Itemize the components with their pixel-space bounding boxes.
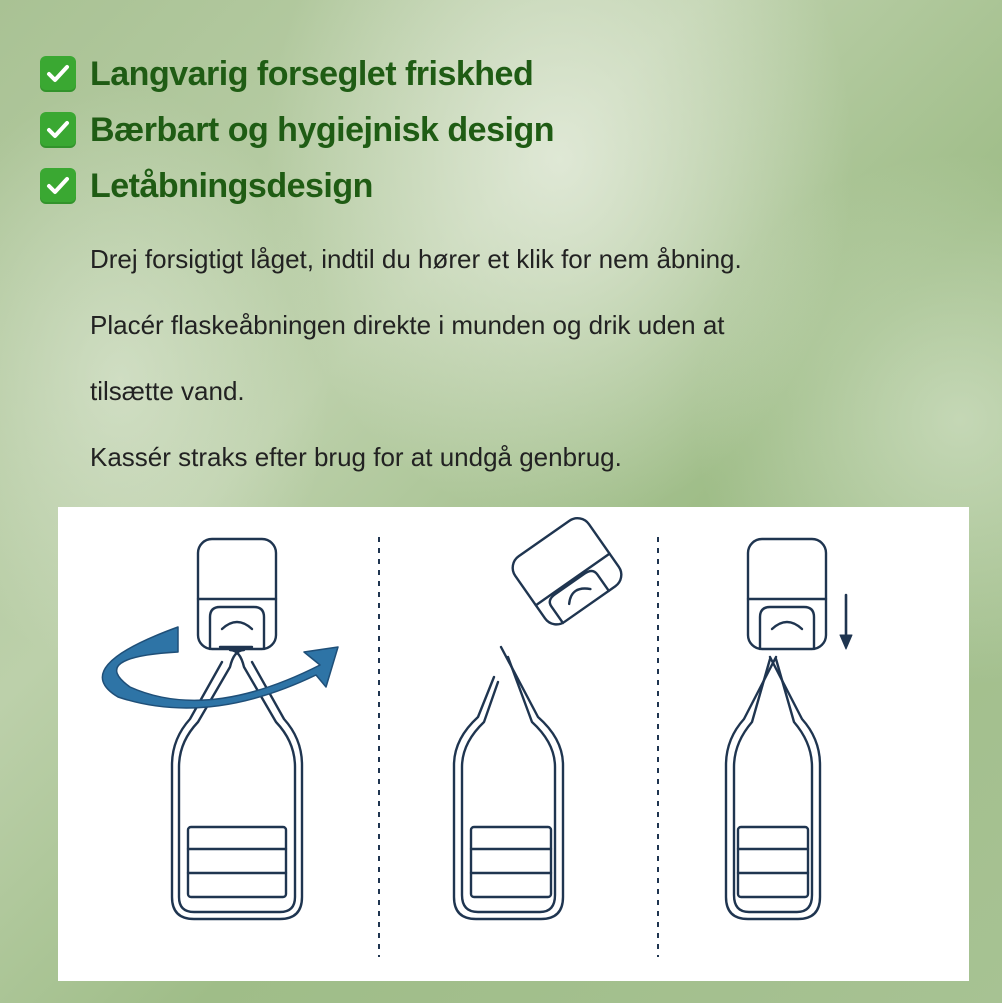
down-arrow-icon (840, 595, 852, 649)
feature-label: Langvarig forseglet friskhed (90, 54, 534, 93)
step-press-down (726, 539, 852, 919)
feature-item (40, 46, 554, 102)
bottle-icon (726, 657, 820, 919)
feature-item (40, 102, 554, 158)
bottle-icon (454, 647, 563, 919)
step-twist-cap (102, 539, 338, 919)
instruction-line: Drej forsigtigt låget, indtil du hører et klik for nem åbning. (90, 244, 742, 274)
check-mark-icon (40, 56, 76, 92)
check-mark-icon (40, 168, 76, 204)
usage-illustration (58, 507, 969, 981)
instructions (90, 238, 742, 502)
cap-icon (507, 513, 627, 630)
step-remove-cap (454, 513, 627, 919)
instruction-line: tilsætte vand. (90, 376, 245, 406)
cap-icon (198, 539, 276, 649)
feature-label: Letåbningsdesign (90, 166, 373, 205)
feature-list (40, 46, 554, 214)
feature-label: Bærbart og hygiejnisk design (90, 110, 554, 149)
instruction-line: Placér flaskeåbningen direkte i munden og drik uden at (90, 310, 725, 340)
cap-icon (748, 539, 826, 649)
feature-item (40, 158, 554, 214)
instruction-line: Kassér straks efter brug for at undgå genbrug. (90, 442, 622, 472)
check-mark-icon (40, 112, 76, 148)
